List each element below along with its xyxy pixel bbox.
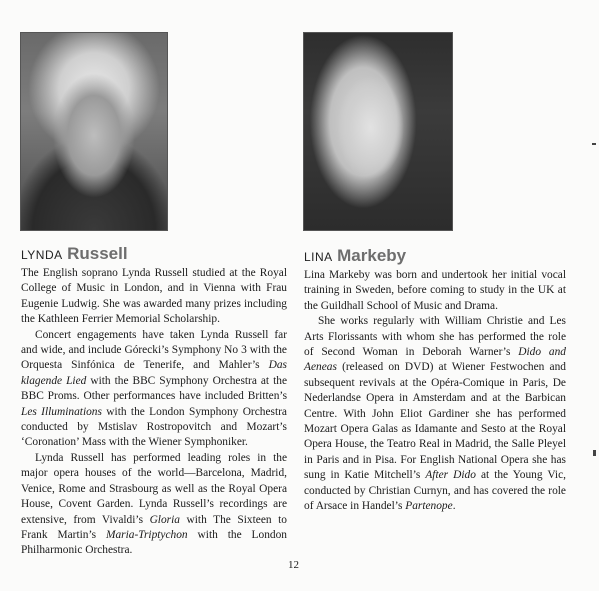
bio-paragraph: Concert engagements have taken Lynda Russell far and wide, and include Górecki’s Symphony No 3 with the Orquesta Sinfónica de Tenerife, and Mahler’s Das klagende Lied with the BBC Symphony Orchestra at the BBC Proms. Other performances have included Britten’s Les Illuminations with the London Symphony Orchestra conducted by Mstislav Rostropovitch and Mozart’s ‘Coronation’ Mass with the Wiener Symphoniker.	[21, 328, 287, 449]
first-name: LINA	[304, 250, 333, 264]
bio-paragraph: Lynda Russell has performed leading roles in the major opera houses of the world—Barcelona, Madrid, Venice, Rome and Strasbourg as well as the Royal Opera House, Covent Garden. Lynda Russell’s recordings are extensive, from Vivaldi’s Gloria with The Sixteen to Frank Martin’s Maria-Triptychon with the London Philharmonic Orchestra.	[21, 451, 288, 557]
lina-markeby-photo	[303, 32, 453, 231]
page-number: 12	[288, 559, 299, 571]
lynda-russell-heading	[21, 244, 128, 264]
lina-markeby-bio	[304, 268, 566, 515]
bio-paragraph: Lina Markeby was born and undertook her initial vocal training in Sweden, before coming to study in the UK at the Guildhall School of Music and Drama.	[304, 269, 566, 312]
scan-mark	[593, 450, 596, 456]
lynda-russell-bio	[21, 266, 287, 559]
lina-markeby-heading	[304, 246, 406, 266]
bio-paragraph: She works regularly with William Christie and Les Arts Florissants with whom she has performed the role of Second Woman in Deborah Warner’s Dido and Aeneas (released on DVD) at Wiener Festwochen and subsequent revivals at the Opéra-Comique in Paris, De Nederlandse Opera in Amsterdam and at the Barbican Centre. With John Eliot Gardiner she has performed Mozart Opera Galas as Idamante and Sesto at the Royal Opera House, the Teatro Real in Madrid, the Salle Pleyel in Paris and in Pisa. For English National Opera she has sung in Katie Mitchell’s After Dido at the Young Vic, conducted by Christian Curnyn, and has covered the role of Arsace in Handel’s Partenope.	[304, 315, 566, 513]
last-name: Russell	[67, 244, 128, 263]
bio-paragraph: The English soprano Lynda Russell studied at the Royal College of Music in London, and in Vienna with Frau Eugenie Ludwig. She was awarded many prizes including the Kathleen Ferrier Memorial Scholarship.	[21, 267, 287, 326]
lynda-russell-photo	[20, 32, 168, 231]
first-name: LYNDA	[21, 248, 63, 262]
scan-mark	[592, 143, 596, 145]
last-name: Markeby	[337, 246, 407, 265]
